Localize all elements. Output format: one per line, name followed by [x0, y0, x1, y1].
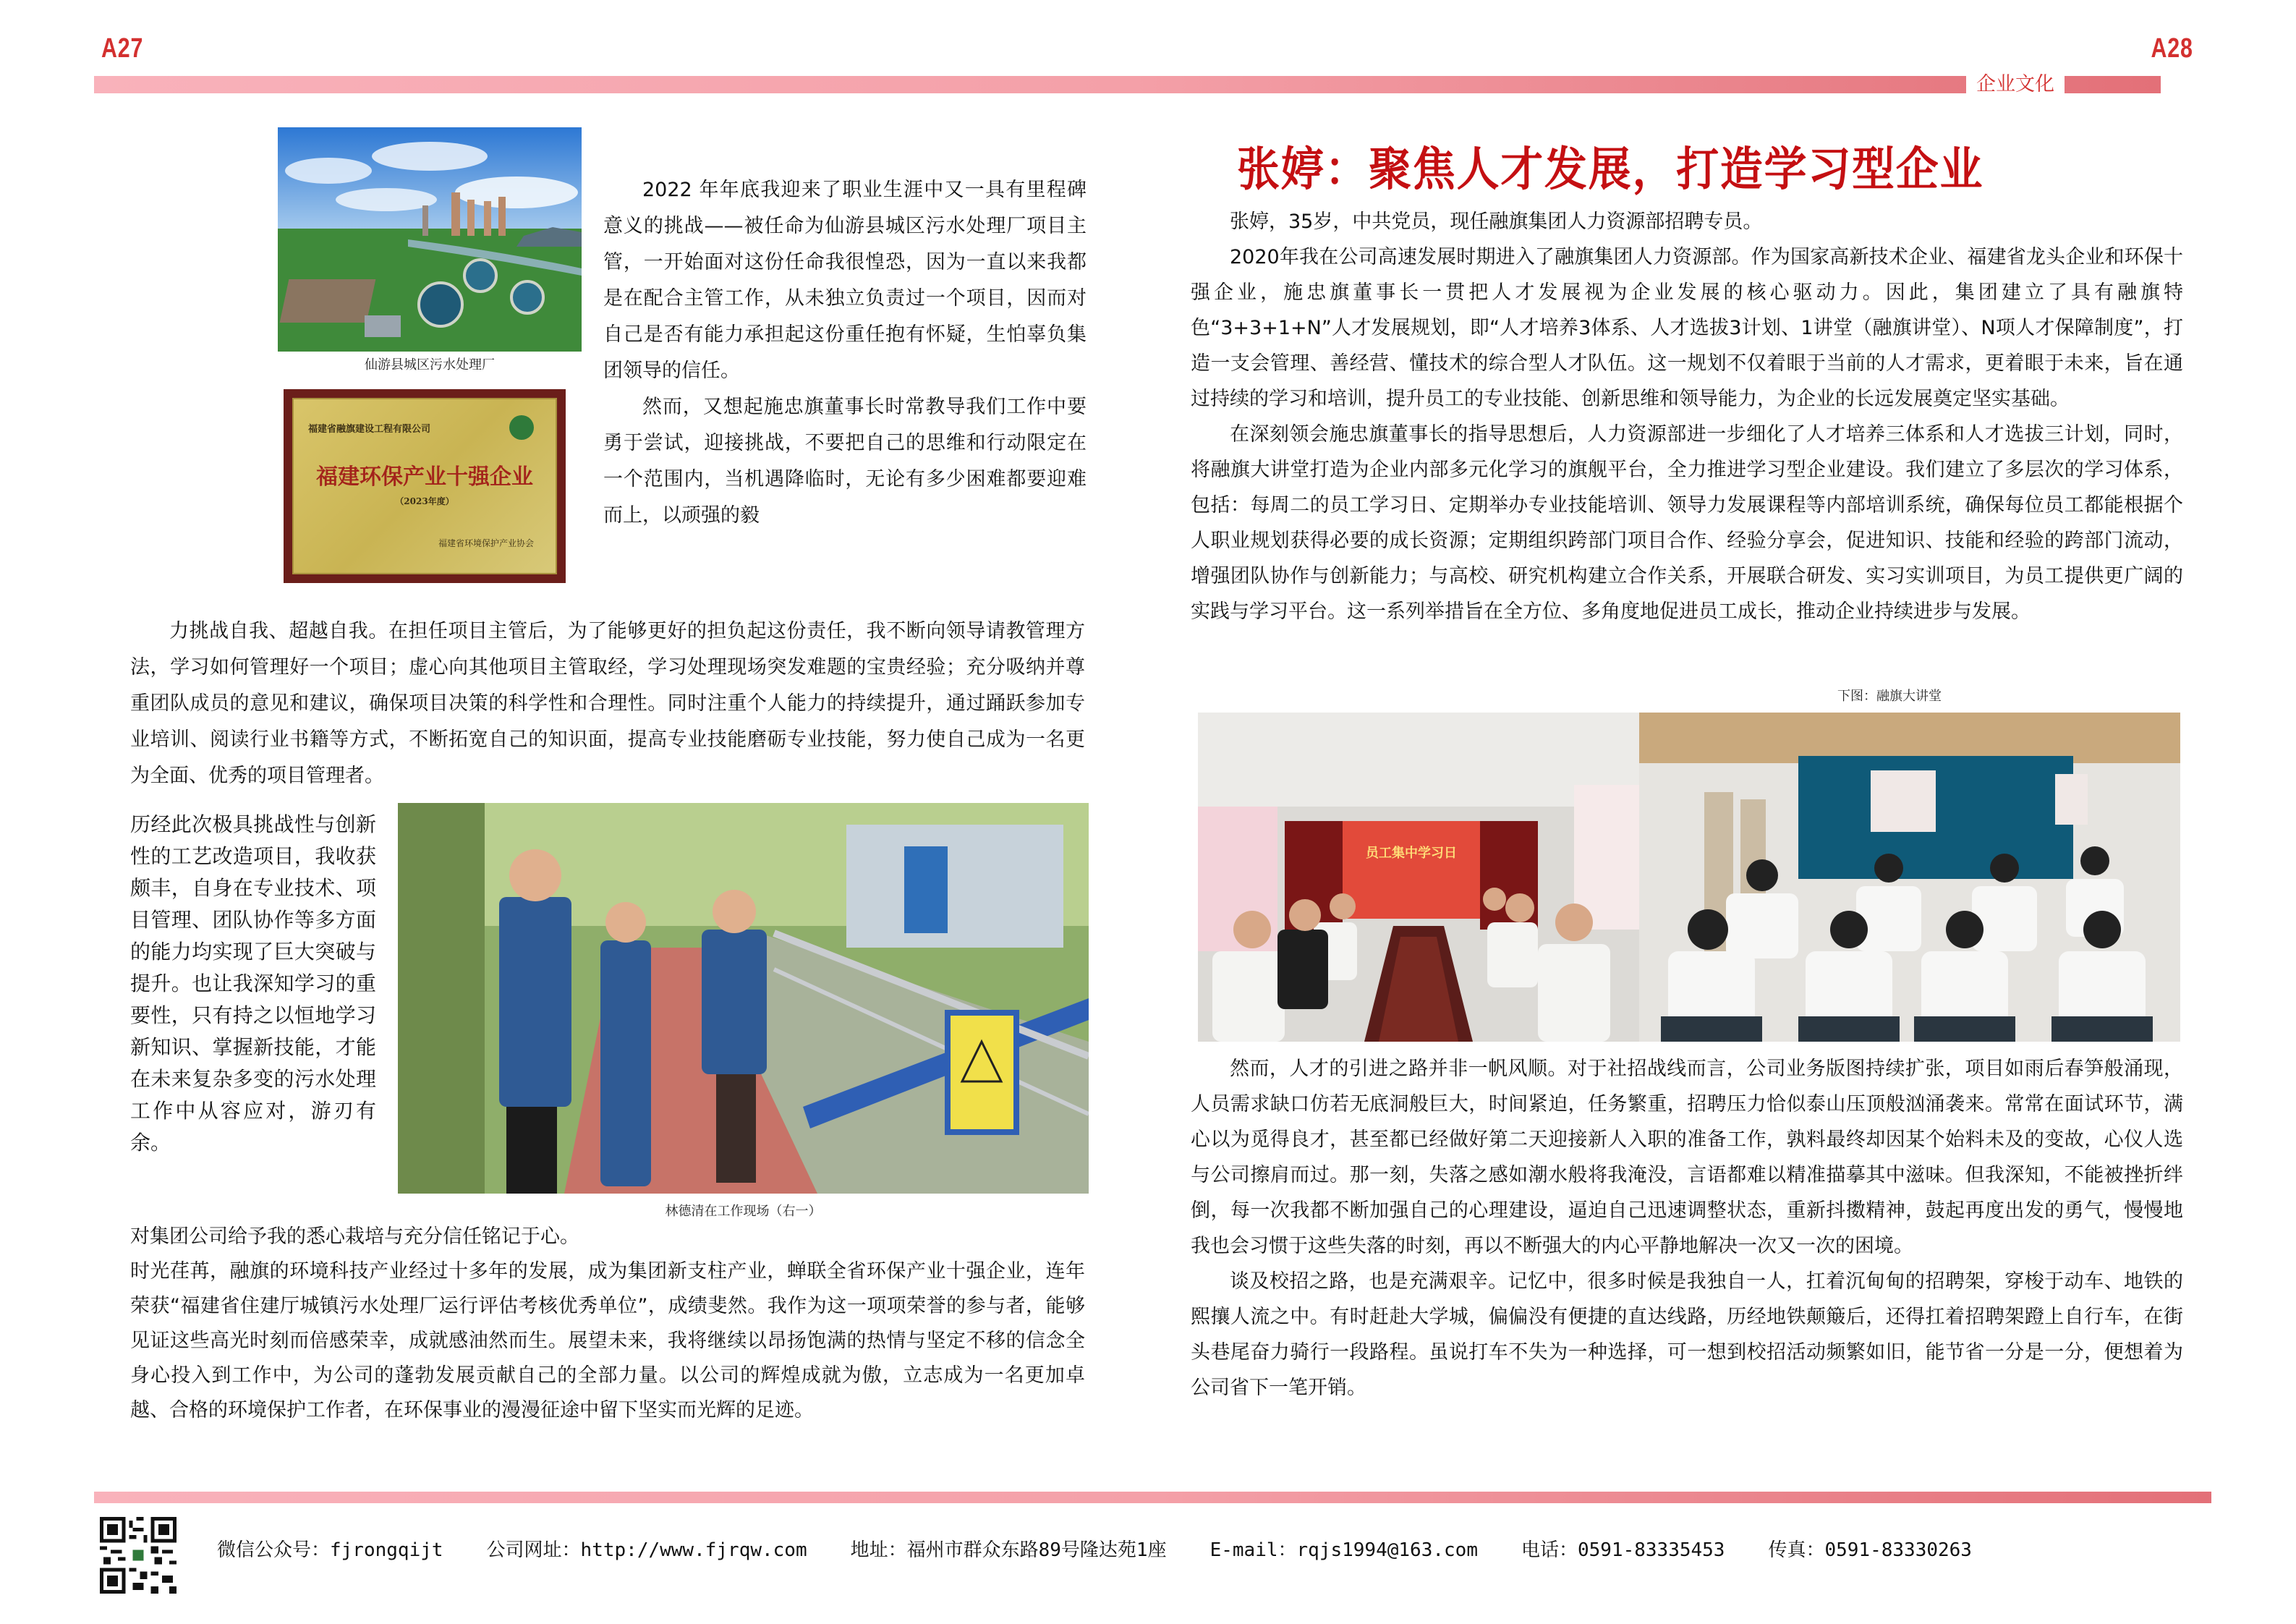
photo1-caption: 仙游县城区污水处理厂: [365, 357, 495, 373]
right-paragraph-1: 张婷，35岁，中共党员，现任融旗集团人力资源部招聘专员。: [1230, 211, 1763, 233]
meeting-room-photo: [1198, 713, 1639, 1042]
qr-code-graphic: [100, 1517, 177, 1594]
footer-contact: [217, 1530, 1972, 1566]
closing-text: [130, 1220, 1085, 1428]
footer-website[interactable]: 公司网址：http://www.fjrqw.com: [486, 1539, 807, 1561]
left-page-number: A27: [101, 33, 144, 64]
plaque-face: [292, 398, 557, 574]
right-paragraph-5: 谈及校招之路，也是充满艰辛。记忆中，很多时候是我独自一人，扛着沉甸甸的招聘架，穿梭于动车、地铁的熙攘人流之中。有时赶赴大学城，偏偏没有便捷的直达线路，历经地铁颠簸后，还得扛着招聘架蹬上自行车，在街头巷尾奋力骑行一段路程。虽说打车不失为一种选择，可一想到校招活动频繁如旧，能节省一分是一分，便想着为公司省下一笔开销。: [1191, 1270, 2183, 1399]
plaque-issuer: 福建省环境保护产业协会: [438, 538, 534, 548]
side-text: [130, 809, 376, 1159]
intro-paragraph-2: 然而，又想起施忠旗董事长时常教导我们工作中要勇于尝试，迎接挑战，不要把自己的思维和行动限定在一个范围内，当机遇降临时，无论有多少困难都要迎难而上，以顽强的毅: [603, 396, 1087, 527]
footer-email[interactable]: E-mail：rqjs1994@163.com: [1209, 1539, 1478, 1561]
plaque-award: 福建环保产业十强企业: [316, 464, 533, 490]
footer-address: 地址：福州市群众东路89号隆达苑1座: [850, 1539, 1167, 1561]
association-logo-icon: [509, 415, 534, 440]
header-bar: [94, 76, 2161, 93]
site-workers-photo: [398, 803, 1089, 1194]
right-paragraph-4: 然而，人才的引进之路并非一帆风顺。对于社招战线而言，公司业务版图持续扩张，项目如雨后春笋般涌现，人员需求缺口仿若无底洞般巨大，时间紧迫，任务繁重，招聘压力恰似泰山压顶般汹涌袭来。常常在面试环节，满心以为觅得良才，甚至都已经做好第二天迎接新人入职的准备工作，孰料最终却因某个始料未及的变故，心仪人选与公司擦肩而过。那一刻，失落之感如潮水般将我淹没，言语都难以精准描摹其中滋味。但我深知，不能被挫折绊倒，每一次我都不断加强自己的心理建设，逼迫自己迅速调整状态，重新抖擞精神，鼓起再度出发的勇气，慢慢地我也会习惯于这些失落的时刻，再以不断强大的内心平静地解决一次又一次的困境。: [1191, 1058, 2183, 1257]
article-title: 张婷：聚焦人才发展，打造学习型企业: [1237, 143, 1984, 197]
aerial-plant-icon: [278, 127, 582, 352]
award-plaque-photo: [284, 389, 566, 583]
continuation-paragraph: 力挑战自我、超越自我。在担任项目主管后，为了能够更好的担负起这份责任，我不断向领导请教管理方法，学习如何管理好一个项目；虚心向其他项目主管取经，学习处理现场突发难题的宝贵经验；充分吸纳并尊重团队成员的意见和建议，确保项目决策的科学性和合理性。同时注重个人能力的持续提升，通过踊跃参加专业培训、阅读行业书籍等方式，不断拓宽自己的知识面，提高专业技能磨砺专业技能，努力使自己成为一名更为全面、优秀的项目管理者。: [130, 620, 1085, 787]
screen-text: 员工集中学习日: [1366, 846, 1457, 861]
lecture-hall-icon: [1639, 713, 2180, 1042]
plaque-year: （2023年度）: [395, 496, 454, 506]
site-workers-icon: [398, 803, 1089, 1194]
right-paragraph-2: 2020年我在公司高速发展时期进入了融旗集团人力资源部。作为国家高新技术企业、福建省龙头企业和环保十强企业，施忠旗董事长一贯把人才发展视为企业发展的核心驱动力。因此，集团建立了具有融旗特色“3+3+1+N”人才发展规划，即“人才培养3体系、人才选拔3计划、1讲堂（融旗讲堂）、N项人才保障制度”，打造一支会管理、善经营、懂技术的综合型人才队伍。这一规划不仅着眼于当前的人才需求，更着眼于未来，旨在通过持续的学习和培训，提升员工的专业技能、创新思维和领导能力，为企业的长远发展奠定坚实基础。: [1191, 246, 2183, 410]
plaque-company: 福建省融旗建设工程有限公司: [308, 424, 431, 435]
closing-paragraph-1: 对集团公司给予我的悉心栽培与充分信任铭记于心。: [130, 1225, 579, 1248]
right-text-bottom: [1191, 1051, 2183, 1406]
footer-phone: 电话：0591-83335453: [1521, 1539, 1725, 1561]
right-page-number: A28: [2151, 33, 2193, 64]
qr-code-icon[interactable]: [100, 1517, 177, 1594]
intro-paragraph-1: 2022 年年底我迎来了职业生涯中又一具有里程碑意义的挑战——被任命为仙游县城区污水处理厂项目主管，一开始面对这份任命我很惶恐，因为一直以来我都是在配合主管工作，从未独立负责过一个项目，因而对自己是否有能力承担起这份重任抱有怀疑，生怕辜负集团领导的信任。: [603, 179, 1087, 382]
photos-caption: 下图：融旗大讲堂: [1837, 689, 1942, 704]
right-text-top: [1191, 204, 2183, 629]
closing-paragraph-2: 时光荏苒，融旗的环境科技产业经过十多年的发展，成为集团新支柱产业，蝉联全省环保产业十强企业，连年荣获“福建省住建厅城镇污水处理厂运行评估考核优秀单位”，成绩斐然。我作为这一项项荣誉的参与者，能够见证这些高光时刻而倍感荣幸，成就感油然而生。展望未来，我将继续以昂扬饱满的热情与坚定不移的信念全身心投入到工作中，为公司的蓬勃发展贡献自己的全部力量。以公司的辉煌成就为傲，立志成为一名更加卓越、合格的环境保护工作者，在环保事业的漫漫征途中留下坚实而光辉的足迹。: [130, 1260, 1085, 1421]
photo3-caption: 林德清在工作现场（右一）: [665, 1204, 822, 1219]
right-paragraph-3: 在深刻领会施忠旗董事长的指导思想后，人力资源部进一步细化了人才培养三体系和人才选拔三计划，同时，将融旗大讲堂打造为企业内部多元化学习的旗舰平台，全力推进学习型企业建设。我们建立了多层次的学习体系，包括：每周二的员工学习日、定期举办专业技能培训、领导力发展课程等内部培训系统，确保每位员工都能根据个人职业规划获得必要的成长资源；定期组织跨部门项目合作、经验分享会，促进知识、技能和经验的跨部门流动，增强团队协作与创新能力；与高校、研究机构建立合作关系，开展联合研发、实习实训项目，为员工提供更广阔的实践与学习平台。这一系列举措旨在全方位、多角度地促进员工成长，推动企业持续进步与发展。: [1191, 423, 2183, 623]
lecture-hall-photo: [1639, 713, 2180, 1042]
section-tag-box: [1966, 71, 2065, 98]
footer-wechat: 微信公众号：fjrongqijt: [217, 1539, 443, 1561]
meeting-room-icon: [1198, 713, 1639, 1042]
continuation-text: [130, 613, 1085, 794]
side-paragraph: 历经此次极具挑战性与创新性的工艺改造项目，我收获颇丰，自身在专业技术、项目管理、团队协作等多方面的能力均实现了巨大突破与提升。也让我深知学习的重要性，只有持之以恒地学习新知识、掌握新技能，才能在未来复杂多变的污水处理工作中从容应对，游刃有余。: [130, 812, 376, 1155]
footer-bar: [94, 1492, 2211, 1503]
aerial-plant-photo: [278, 127, 582, 352]
intro-text: [603, 172, 1087, 534]
footer-fax: 传真：0591-83330263: [1768, 1539, 1972, 1561]
section-tag: 企业文化: [1976, 73, 2054, 95]
